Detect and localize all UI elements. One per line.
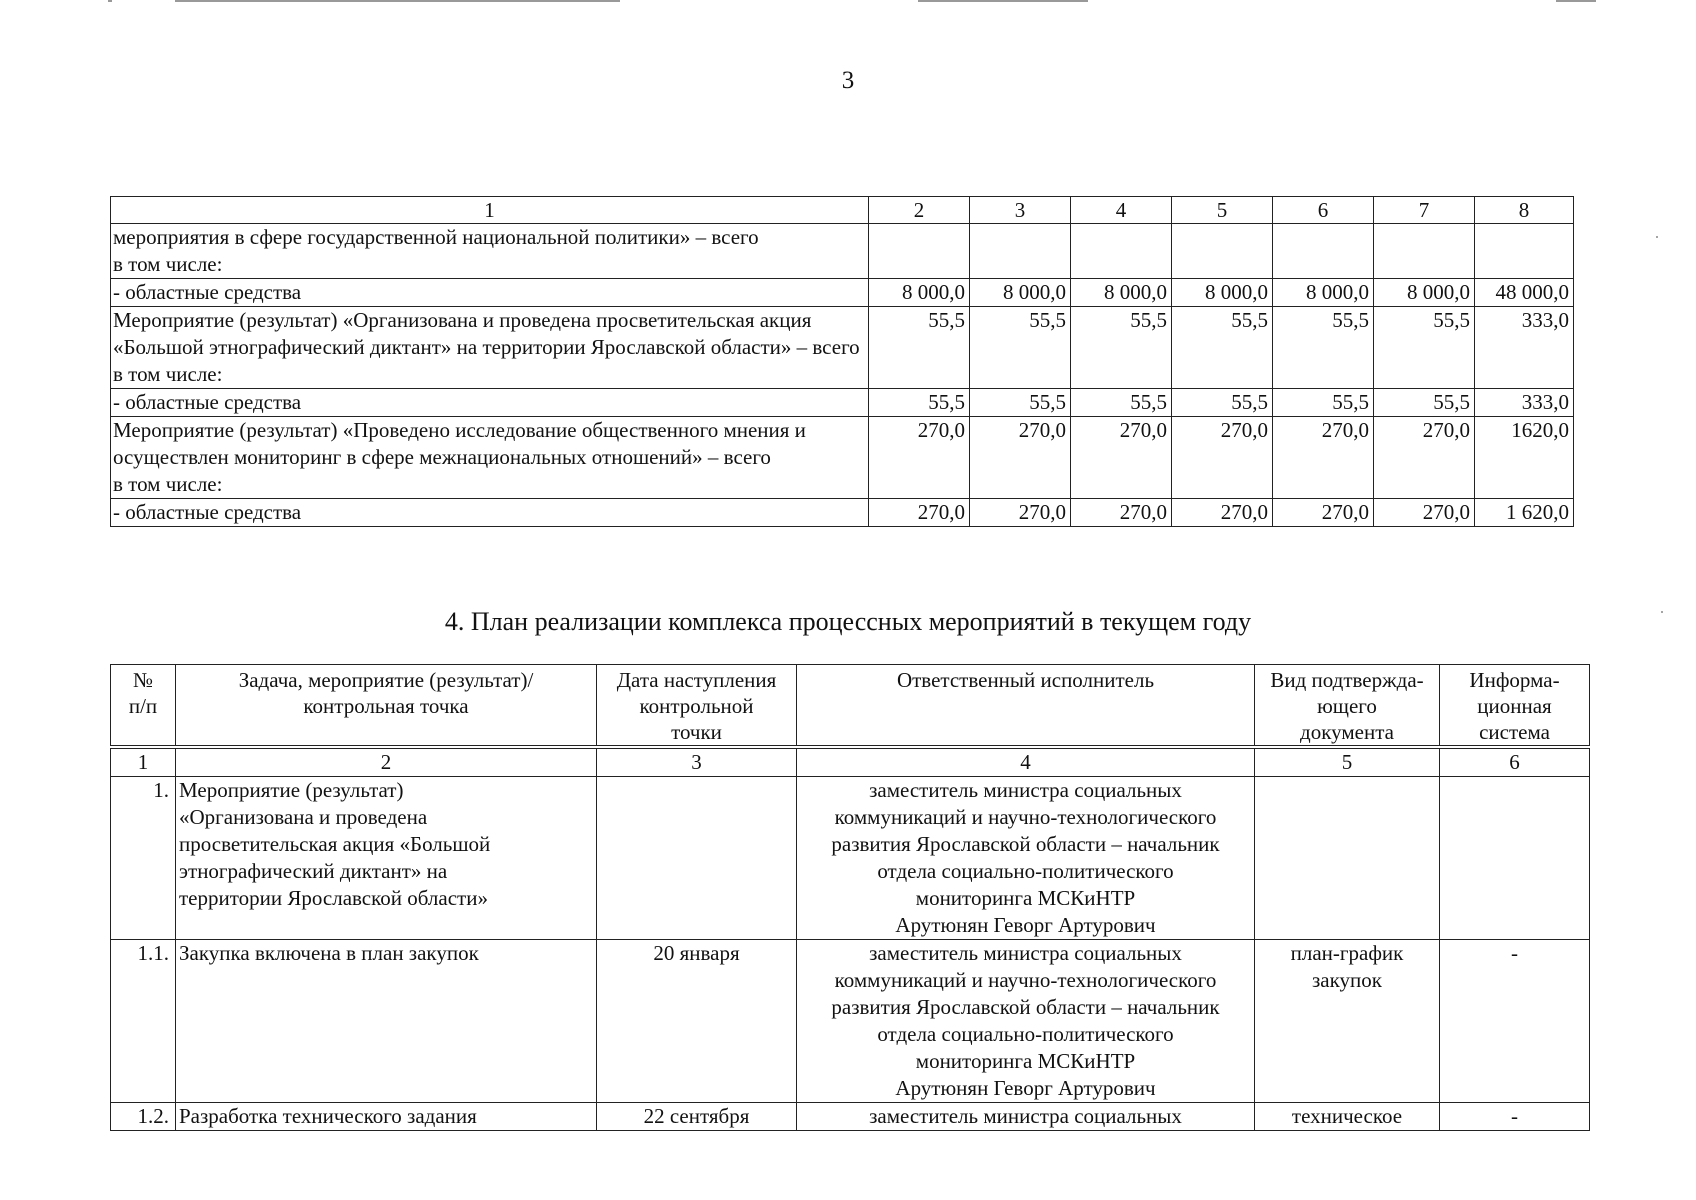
column-number: 5 — [1172, 197, 1273, 224]
row-label: Мероприятие (результат) «Проведено исследование общественного мнения и осуществлен мониторинг в сфере межнациональных отношений» – всего в том числе: — [111, 417, 869, 499]
cell-value: 1 620,0 — [1475, 499, 1574, 527]
cell-value: 55,5 — [1374, 307, 1475, 389]
cell-value: 333,0 — [1475, 307, 1574, 389]
task-cell: Разработка технического задания — [176, 1103, 597, 1131]
table-row — [111, 224, 1574, 279]
table-header-row — [111, 197, 1574, 224]
table-row — [111, 279, 1574, 307]
column-number: 2 — [176, 747, 597, 777]
cell-value: 8 000,0 — [970, 279, 1071, 307]
table-row — [111, 417, 1574, 499]
scan-artifact — [1556, 0, 1596, 2]
row-index: 1.1. — [111, 940, 176, 1103]
column-number: 5 — [1255, 747, 1440, 777]
cell-value: 55,5 — [1172, 389, 1273, 417]
cell-value: 1620,0 — [1475, 417, 1574, 499]
document-cell — [1255, 777, 1440, 940]
cell-value: 270,0 — [1071, 417, 1172, 499]
table-row — [111, 940, 1590, 1103]
cell-value: 270,0 — [1071, 499, 1172, 527]
table-header-row — [111, 665, 1590, 748]
column-number: 1 — [111, 747, 176, 777]
cell-value: 55,5 — [970, 307, 1071, 389]
cell-value: 8 000,0 — [869, 279, 970, 307]
cell-value: 55,5 — [1071, 307, 1172, 389]
column-number: 1 — [111, 197, 869, 224]
date-cell: 20 января — [597, 940, 797, 1103]
cell-value: 55,5 — [1273, 307, 1374, 389]
column-number: 3 — [597, 747, 797, 777]
table-row — [111, 777, 1590, 940]
cell-value — [970, 224, 1071, 279]
row-label: мероприятия в сфере государственной национальной политики» – всего в том числе: — [111, 224, 869, 279]
cell-value: 8 000,0 — [1374, 279, 1475, 307]
cell-value: 8 000,0 — [1172, 279, 1273, 307]
cell-value — [1071, 224, 1172, 279]
executor-cell: заместитель министра социальных коммуникаций и научно-технологического развития Ярославской области – начальник отдела социально-политического мониторинга МСКиНТР Арутюнян Геворг Артурович — [797, 777, 1255, 940]
row-label: - областные средства — [111, 499, 869, 527]
column-number: 4 — [1071, 197, 1172, 224]
column-header: Вид подтвержда- ющего документа — [1255, 665, 1440, 748]
column-number: 6 — [1440, 747, 1590, 777]
page-number: 3 — [841, 67, 855, 94]
cell-value: 48 000,0 — [1475, 279, 1574, 307]
cell-value: 270,0 — [1172, 499, 1273, 527]
column-number: 3 — [970, 197, 1071, 224]
executor-cell: заместитель министра социальных коммуникаций и научно-технологического развития Ярославской области – начальник отдела социально-политического мониторинга МСКиНТР Арутюнян Геворг Артурович — [797, 940, 1255, 1103]
cell-value: 55,5 — [869, 389, 970, 417]
cell-value: 270,0 — [1172, 417, 1273, 499]
cell-value: 55,5 — [970, 389, 1071, 417]
plan-table — [110, 664, 1590, 1131]
task-cell: Мероприятие (результат) «Организована и проведена просветительская акция «Большой этнографический диктант» на территории Ярославской области» — [176, 777, 597, 940]
column-number: 8 — [1475, 197, 1574, 224]
cell-value — [1475, 224, 1574, 279]
row-label: Мероприятие (результат) «Организована и проведена просветительская акция «Большой этнографический диктант» на территории Ярославской области» – всего в том числе: — [111, 307, 869, 389]
date-cell — [597, 777, 797, 940]
column-header: Дата наступления контрольной точки — [597, 665, 797, 748]
date-cell: 22 сентября — [597, 1103, 797, 1131]
system-cell: - — [1440, 1103, 1590, 1131]
cell-value — [1374, 224, 1475, 279]
cell-value: 270,0 — [970, 499, 1071, 527]
cell-value: 55,5 — [1374, 389, 1475, 417]
cell-value: 270,0 — [970, 417, 1071, 499]
scan-dot — [1656, 236, 1658, 238]
scan-artifact — [918, 0, 1088, 2]
column-number: 4 — [797, 747, 1255, 777]
row-index: 1.2. — [111, 1103, 176, 1131]
cell-value: 55,5 — [1273, 389, 1374, 417]
cell-value: 55,5 — [1172, 307, 1273, 389]
column-number: 2 — [869, 197, 970, 224]
system-cell — [1440, 777, 1590, 940]
column-numbers-row — [111, 747, 1590, 777]
table-row — [111, 499, 1574, 527]
funding-table — [110, 196, 1574, 527]
row-label: - областные средства — [111, 389, 869, 417]
table-row — [111, 307, 1574, 389]
cell-value: 8 000,0 — [1071, 279, 1172, 307]
task-cell: Закупка включена в план закупок — [176, 940, 597, 1103]
column-header: Задача, мероприятие (результат)/ контрольная точка — [176, 665, 597, 748]
cell-value: 270,0 — [1374, 499, 1475, 527]
cell-value: 270,0 — [869, 417, 970, 499]
cell-value: 55,5 — [1071, 389, 1172, 417]
cell-value: 55,5 — [869, 307, 970, 389]
table-row — [111, 389, 1574, 417]
document-cell: план-график закупок — [1255, 940, 1440, 1103]
column-header: Ответственный исполнитель — [797, 665, 1255, 748]
row-label: - областные средства — [111, 279, 869, 307]
section-heading: 4. План реализации комплекса процессных мероприятий в текущем году — [444, 607, 1252, 636]
system-cell: - — [1440, 940, 1590, 1103]
cell-value: 270,0 — [869, 499, 970, 527]
cell-value — [869, 224, 970, 279]
row-index: 1. — [111, 777, 176, 940]
cell-value: 333,0 — [1475, 389, 1574, 417]
table-row — [111, 1103, 1590, 1131]
cell-value: 8 000,0 — [1273, 279, 1374, 307]
column-number: 7 — [1374, 197, 1475, 224]
executor-cell: заместитель министра социальных — [797, 1103, 1255, 1131]
cell-value: 270,0 — [1273, 417, 1374, 499]
column-header: Информа- ционная система — [1440, 665, 1590, 748]
document-cell: техническое — [1255, 1103, 1440, 1131]
column-number: 6 — [1273, 197, 1374, 224]
cell-value: 270,0 — [1374, 417, 1475, 499]
cell-value: 270,0 — [1273, 499, 1374, 527]
scan-artifact — [108, 0, 112, 2]
column-header: № п/п — [111, 665, 176, 748]
cell-value — [1172, 224, 1273, 279]
scan-artifact — [175, 0, 620, 2]
cell-value — [1273, 224, 1374, 279]
